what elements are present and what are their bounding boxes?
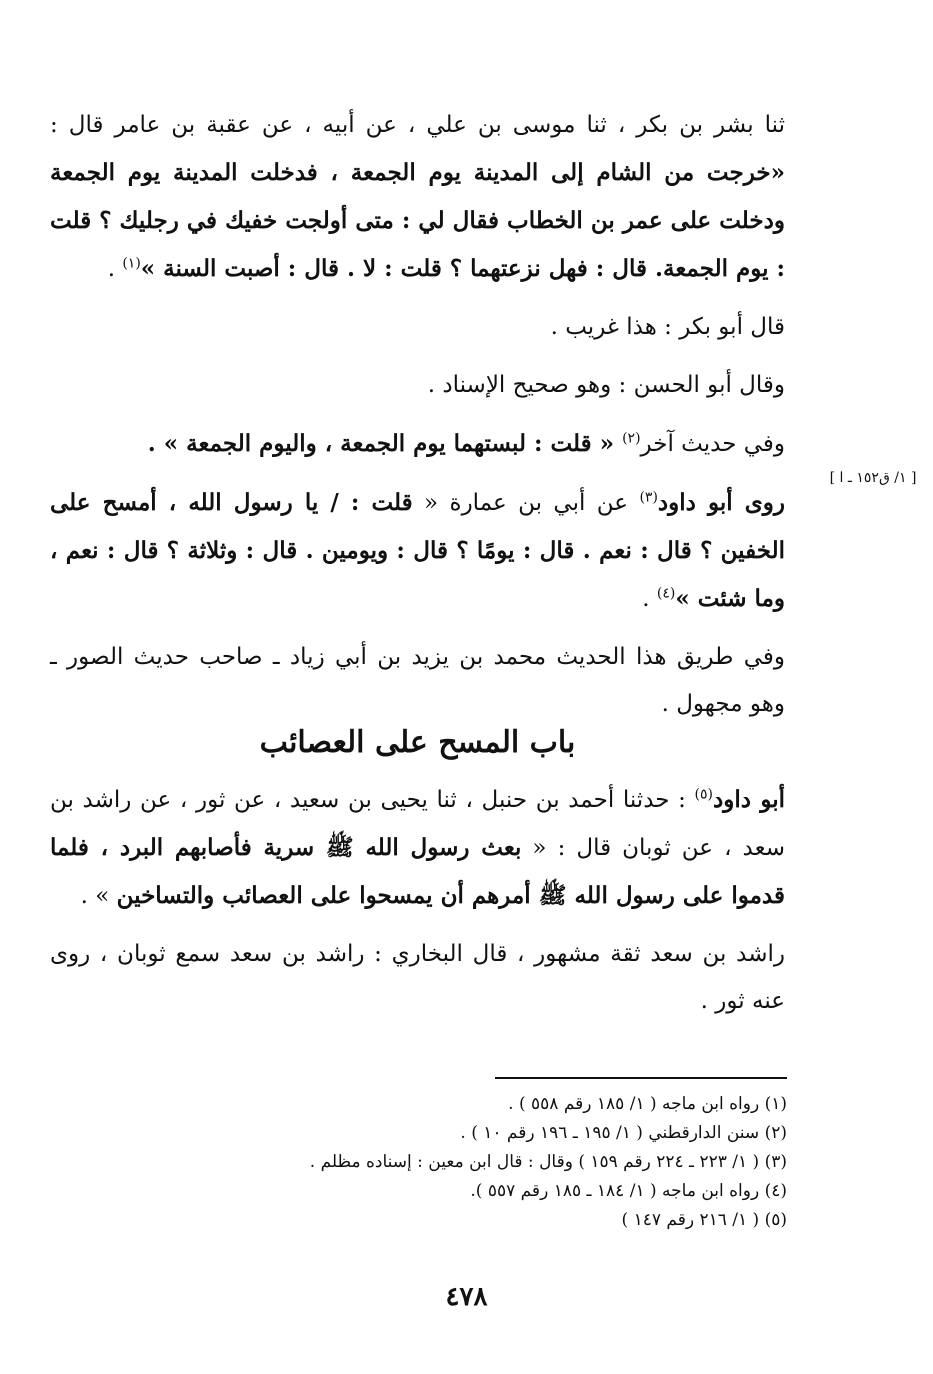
bold-run: «خرجت من الشام إلى المدينة يوم الجمعة ، فدخلت المدينة يوم الجمعة ودخلت على عمر بن الخطاب فقال لي : متى أولجت خفيك في رجليك ؟ قلت : يوم الجمعة. قال : فهل نزعتهما ؟ قلت : لا . قال : أصبت السنة »	[50, 159, 785, 282]
footnote-separator	[495, 1077, 787, 1079]
main-text-bottom	[50, 776, 785, 1025]
footnote-ref-3: (٣)	[639, 489, 658, 506]
section-heading: باب المسح على العصائب	[259, 725, 576, 760]
text-run: قال أبو بكر : هذا غريب .	[550, 314, 785, 340]
text-run: ثنا بشر بن بكر ، ثنا موسى بن علي ، عن أبيه ، عن عقبة بن عامر قال :	[50, 112, 785, 138]
paragraph-hadith-uqba	[50, 102, 785, 293]
paragraph-other-hadith	[50, 420, 785, 468]
bold-run: روى أبو داود	[657, 489, 785, 516]
text-run: وفي طريق هذا الحديث محمد بن يزيد بن أبي زياد ـ صاحب حديث الصور ـ وهو مجهول .	[50, 644, 785, 717]
footnote-3: (٣) ( ١/ ٢٢٣ ـ ٢٢٤ رقم ١٥٩ ) وقال : قال ابن معين : إسناده مظلم .	[309, 1152, 787, 1172]
margin-manuscript-note: [ ١/ ق١٥٢ ـ ا ]	[829, 470, 917, 486]
paragraph-abu-hasan	[50, 362, 785, 409]
footnote-ref-2: (٢)	[622, 430, 641, 447]
bold-run: أبو داود	[713, 786, 785, 813]
paragraph-isnad-note	[50, 634, 785, 728]
main-text-top	[50, 102, 785, 728]
footnote-1: (١) رواه ابن ماجه ( ١/ ١٨٥ رقم ٥٥٨ ) .	[508, 1094, 787, 1114]
footnote-ref-1: (١)	[122, 255, 141, 272]
page-number: ٤٧٨	[445, 1282, 488, 1312]
text-run: عن أبي بن عمارة «	[412, 490, 640, 516]
text-run: » .	[80, 883, 117, 909]
footnote-2: (٢) سنن الدارقطني ( ١/ ١٩٥ ـ ١٩٦ رقم ١٠ ) .	[460, 1123, 787, 1143]
bold-run: قلت : / يا رسول الله ، أمسح على الخفين ؟ قال : نعم . قال : يومًا ؟ قال : ويومين . قال : وثلاثة ؟ قال : نعم ، وما شئت »	[50, 489, 785, 612]
paragraph-rashid	[50, 931, 785, 1025]
footnote-4: (٤) رواه ابن ماجه ( ١/ ١٨٤ ـ ١٨٥ رقم ٥٥٧ ).	[470, 1181, 787, 1201]
text-run: : حدثنا أحمد بن حنبل ، ثنا يحيى بن سعيد ، عن ثور ، عن راشد بن سعد ، عن ثوبان قال : «	[50, 787, 785, 861]
paragraph-abu-bakr	[50, 304, 785, 351]
footnote-ref-5: (٥)	[694, 786, 713, 803]
bold-run: « قلت : لبستهما يوم الجمعة ، واليوم الجمعة » .	[147, 430, 623, 457]
bold-run: بعث رسول الله ﷺ سرية فأصابهم البرد ، فلما قدموا على رسول الله ﷺ أمرهم أن يمسحوا على العصائب والتساخين	[50, 834, 785, 909]
text-run: راشد بن سعد ثقة مشهور ، قال البخاري : راشد بن سعد سمع ثوبان ، روى عنه ثور .	[50, 941, 785, 1014]
footnotes	[100, 1090, 787, 1235]
paragraph-thawban	[50, 776, 785, 920]
text-run: .	[107, 256, 123, 282]
footnote-ref-4: (٤)	[656, 585, 676, 602]
text-run: وقال أبو الحسن : وهو صحيح الإسناد .	[427, 372, 785, 398]
text-run: .	[642, 586, 657, 612]
text-run: وفي حديث آخر	[640, 431, 785, 457]
footnote-5: (٥) ( ١/ ٢١٦ رقم ١٤٧ )	[621, 1210, 787, 1230]
paragraph-abu-dawud	[50, 479, 785, 623]
